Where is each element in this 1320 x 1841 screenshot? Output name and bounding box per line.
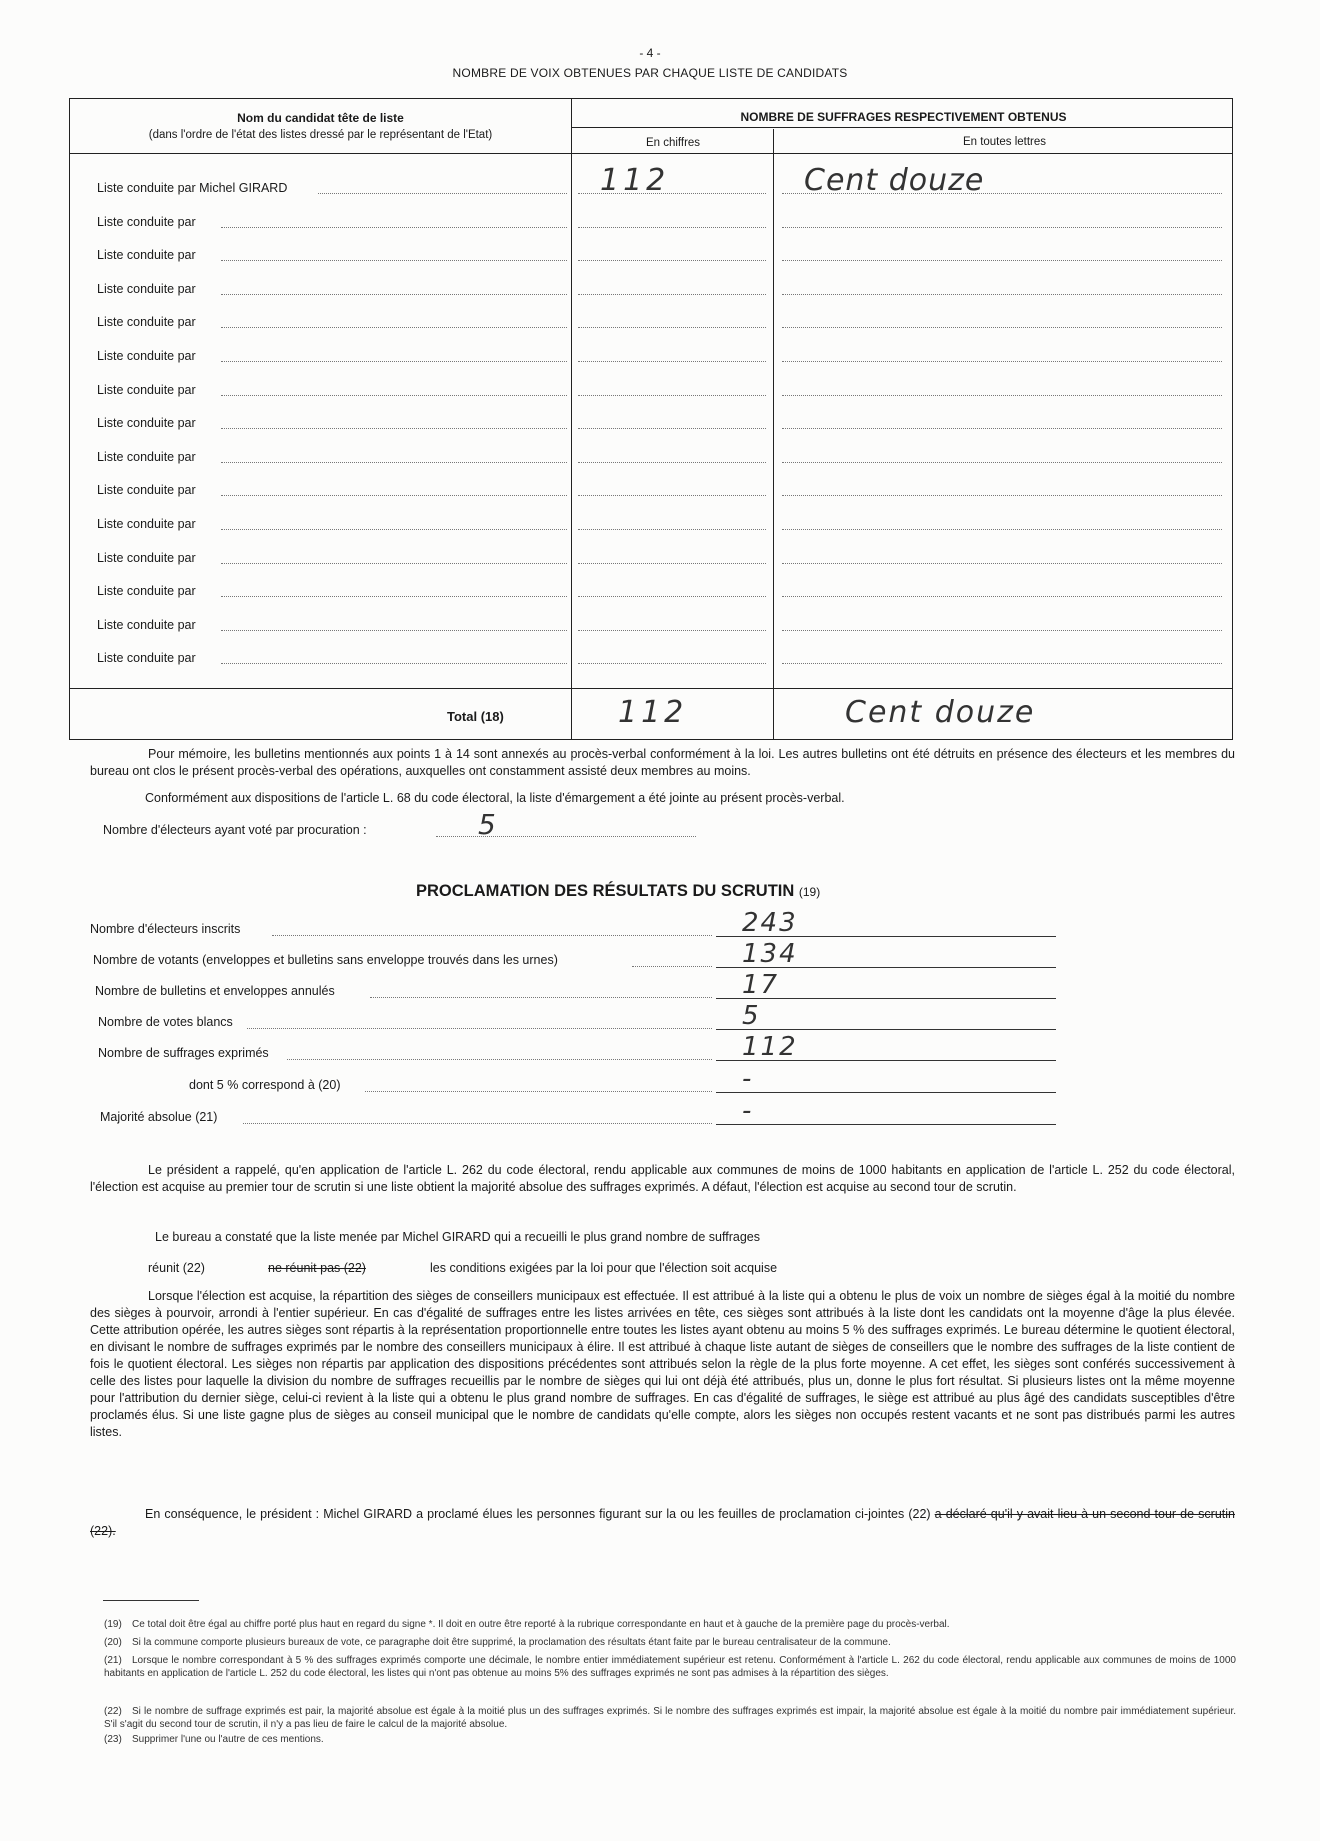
total-label: Total (18) — [447, 709, 504, 724]
row-label: Liste conduite par — [97, 584, 196, 599]
row-letters-dots — [782, 495, 1222, 496]
result-value: 134 — [742, 939, 798, 969]
table-row — [70, 440, 1234, 473]
row-name-dots — [221, 327, 567, 328]
result-line — [716, 1092, 1056, 1093]
result-dots — [287, 1059, 712, 1060]
procuration-label: Nombre d'électeurs ayant voté par procuration : — [103, 823, 367, 837]
row-name-dots — [221, 260, 567, 261]
row-name-dots — [221, 361, 567, 362]
ne-reunit-option: ne réunit pas (22) — [268, 1261, 366, 1275]
column-header-votes: NOMBRE DE SUFFRAGES RESPECTIVEMENT OBTENUS — [740, 110, 1067, 124]
footnote-number: (22) — [104, 1706, 122, 1717]
bureau-paragraph: Le bureau a constaté que la liste menée par Michel GIRARD qui a recueilli le plus grand nombre de suffrages — [155, 1230, 760, 1244]
row-figures-dots — [578, 462, 766, 463]
result-label: Nombre de votants (enveloppes et bulletins sans enveloppe trouvés dans les urnes) — [93, 953, 558, 967]
row-name-dots — [221, 630, 567, 631]
row-letters: Cent douze — [804, 163, 985, 198]
table-row — [70, 205, 1234, 238]
table-row — [70, 163, 1234, 204]
row-letters-dots — [782, 462, 1222, 463]
result-dots — [632, 966, 712, 967]
table-row — [70, 272, 1234, 305]
row-letters-dots — [782, 227, 1222, 228]
result-value: - — [742, 1064, 754, 1094]
footnote-number: (20) — [104, 1637, 122, 1648]
result-dots — [370, 997, 712, 998]
total-row — [70, 689, 1234, 739]
footnote-text: Si le nombre de suffrage exprimés est pair, la majorité absolue est égale à la moitié plus un des suffrages exprimés. Si le nombre des suffrages exprimés est impair, la majorité absolue est égale à la moitié du nombre pair immédiatement supérieur. S'il s'agit du second tour de scrutin, il n'y a pas lieu de faire le calcul de la majorité absolue. — [104, 1706, 1236, 1730]
column-header-name: Nom du candidat tête de liste — [237, 111, 404, 125]
row-letters-dots — [782, 260, 1222, 261]
column-header-name-note: (dans l'ordre de l'état des listes dressé par le représentant de l'Etat) — [148, 129, 493, 141]
result-value: 5 — [742, 1001, 761, 1031]
result-value: 17 — [742, 970, 780, 1000]
footnote — [104, 1733, 1236, 1746]
row-figures-dots — [578, 327, 766, 328]
footnote-text: Lorsque le nombre correspondant à 5 % des suffrages exprimés comporte une décimale, le nombre entier immédiatement supérieur est retenu. Conformément à l'article L. 262 du code électoral, rendu applicable aux communes de moins de 1000 habitants en application de l'article L. 252 du code électoral, les listes qui n'ont pas obtenue au moins 5% des suffrages exprimés ne sont pas admises à la répartition des sièges. — [104, 1655, 1236, 1679]
row-letters-dots — [782, 529, 1222, 530]
row-letters-dots — [782, 663, 1222, 664]
row-letters-dots — [782, 630, 1222, 631]
row-letters-dots — [782, 294, 1222, 295]
president-paragraph: Le président a rappelé, qu'en application de l'article L. 262 du code électoral, rendu applicable aux communes de moins de 1000 habitants en application de l'article L. 252 du code électoral, l'élection est acquise au premier tour de scrutin si une liste obtient la majorité absolue des suffrages exprimés. A défaut, l'élection est acquise au second tour de scrutin. — [90, 1163, 1235, 1194]
row-letters-dots — [782, 361, 1222, 362]
reunit-option: réunit (22) — [148, 1261, 205, 1275]
row-letters-dots — [782, 428, 1222, 429]
row-label: Liste conduite par Michel GIRARD — [97, 181, 288, 195]
footnote-number: (21) — [104, 1655, 122, 1666]
result-value: 243 — [742, 908, 798, 938]
result-value: 112 — [742, 1032, 798, 1062]
row-name-dots — [221, 529, 567, 530]
table-divider — [70, 153, 1232, 154]
row-figures-dots — [578, 395, 766, 396]
row-letters-dots — [782, 395, 1222, 396]
row-figures-dots — [578, 596, 766, 597]
table-row — [70, 608, 1234, 641]
row-figures-dots — [578, 361, 766, 362]
row-name-dots — [221, 294, 567, 295]
table-row — [70, 406, 1234, 439]
row-letters-dots — [782, 563, 1222, 564]
table-row — [70, 574, 1234, 607]
row-label: Liste conduite par — [97, 550, 196, 565]
table-row — [70, 641, 1234, 674]
result-label: Majorité absolue (21) — [100, 1110, 218, 1124]
row-figures-dots — [578, 428, 766, 429]
table-row — [70, 373, 1234, 406]
result-line — [716, 1124, 1056, 1125]
table-row — [70, 507, 1234, 540]
column-header-letters: En toutes lettres — [962, 136, 1047, 148]
row-label: Liste conduite par — [97, 349, 196, 363]
row-label: Liste conduite par — [97, 281, 196, 296]
row-name-dots — [318, 193, 567, 194]
result-label: Nombre de bulletins et enveloppes annulés — [95, 984, 335, 998]
repartition-paragraph: Lorsque l'élection est acquise, la répartition des sièges de conseillers municipaux est effectuée. Il est attribué à la liste qui a obtenu le plus de voix un nombre de sièges égal à la moitié du nombre des sièges à pourvoir, arrondi à l'entier supérieur. En cas d'égalité de suffrages entre les listes arrivées en tête, ces sièges sont attribués à la liste dont les candidats ont la moyenne d'âge la plus élevée. Cette attribution opérée, les autres sièges sont répartis à la représentation proportionnelle entre toutes les listes ayant obtenu au moins 5 % des suffrages exprimés. Le bureau détermine le quotient électoral, en divisant le nombre de suffrages exprimés par le nombre des conseillers municipaux à élire. Il est attribué à chaque liste autant de sièges de conseillers que le nombre des suffrages de la liste contient de fois le quotient électoral. Les sièges non répartis par application des dispositions précédentes sont attribués selon la règle de la plus forte moyenne. A cet effet, les sièges sont conférés successivement à celle des listes pour laquelle la division du nombre de suffrages recueillis par le nombre de sièges qui lui ont déjà été attribués, plus un, donne le plus fort résultat. Si plusieurs listes ont la même moyenne pour l'attribution du dernier siège, celui-ci revient à la liste qui a obtenu le plus grand nombre de suffrages. En cas d'égalité de suffrages, le siège est attribué au plus âgé des candidats susceptibles d'être proclamés élus. Si une liste gagne plus de sièges au conseil municipal que le nombre de candidats qu'elle compte, alors les sièges non occupés restent vacants et ne sont pas distribués parmi les autres listes. — [90, 1289, 1235, 1439]
proclamation-title: PROCLAMATION DES RÉSULTATS DU SCRUTIN (19) — [416, 882, 821, 900]
row-label: Liste conduite par — [97, 382, 196, 397]
footnote-number: (23) — [104, 1734, 122, 1745]
row-figures-dots — [578, 529, 766, 530]
footnote-text: Ce total doit être égal au chiffre porté plus haut en regard du signe *. Il doit en outre être reporté à la rubrique correspondante en haut et à gauche de la première page du procès-verbal. — [132, 1619, 950, 1630]
result-value: - — [742, 1096, 754, 1126]
footnote — [104, 1636, 1236, 1649]
result-line — [716, 1029, 1056, 1030]
total-figures: 112 — [618, 695, 688, 730]
table-row — [70, 305, 1234, 338]
footnote-number: (19) — [104, 1619, 122, 1630]
row-label: Liste conduite par — [97, 449, 196, 464]
result-label: Nombre d'électeurs inscrits — [90, 922, 241, 936]
row-figures-dots — [578, 294, 766, 295]
footnote — [104, 1705, 1236, 1731]
row-name-dots — [221, 663, 567, 664]
row-name-dots — [221, 563, 567, 564]
procuration-value: 5 — [478, 808, 496, 841]
conditions-text: les conditions exigées par la loi pour que l'élection soit acquise — [430, 1261, 778, 1275]
row-name-dots — [221, 596, 567, 597]
footnote — [104, 1618, 1236, 1631]
row-figures-dots — [578, 663, 766, 664]
footnote-separator — [103, 1600, 199, 1601]
row-figures: 112 — [600, 163, 670, 198]
section-heading: NOMBRE DE VOIX OBTENUES PAR CHAQUE LISTE DE CANDIDATS — [452, 66, 848, 80]
page-number: - 4 - — [639, 46, 661, 60]
row-label: Liste conduite par — [97, 248, 196, 263]
row-figures-dots — [578, 260, 766, 261]
result-label: dont 5 % correspond à (20) — [189, 1078, 341, 1092]
row-name-dots — [221, 395, 567, 396]
footnote-text: Si la commune comporte plusieurs bureaux de vote, ce paragraphe doit être supprimé, la proclamation des résultats étant faite par le bureau centralisateur de la commune. — [132, 1637, 891, 1648]
row-label: Liste conduite par — [97, 651, 196, 666]
row-name-dots — [221, 495, 567, 496]
row-label: Liste conduite par — [97, 617, 196, 632]
column-header-figures: En chiffres — [645, 137, 701, 149]
table-divider — [571, 127, 1232, 128]
result-dots — [365, 1091, 712, 1092]
row-label: Liste conduite par — [97, 416, 196, 431]
row-label: Liste conduite par — [97, 483, 196, 498]
row-figures-dots — [578, 495, 766, 496]
footnote-text: Supprimer l'une ou l'autre de ces mentions. — [132, 1734, 324, 1745]
row-letters-dots — [782, 596, 1222, 597]
total-letters: Cent douze — [845, 695, 1036, 730]
result-dots — [272, 935, 712, 936]
row-name-dots — [221, 227, 567, 228]
row-label: Liste conduite par — [97, 517, 196, 531]
row-letters-dots — [782, 327, 1222, 328]
row-name-dots — [221, 462, 567, 463]
table-row — [70, 473, 1234, 506]
votes-table — [69, 98, 1233, 740]
row-figures-dots — [578, 227, 766, 228]
row-figures-dots — [578, 563, 766, 564]
footnote — [104, 1654, 1236, 1680]
consequence-paragraph: En conséquence, le président : Michel GIRARD a proclamé élues les personnes figurant sur la ou les feuilles de proclamation ci-jointes (22) a déclaré qu'il y avait lieu à un second tour de scrutin (22). — [90, 1507, 1235, 1538]
table-row — [70, 339, 1234, 372]
table-row — [70, 541, 1234, 574]
row-figures-dots — [578, 630, 766, 631]
table-row — [70, 238, 1234, 271]
row-name-dots — [221, 428, 567, 429]
memo-paragraph: Pour mémoire, les bulletins mentionnés aux points 1 à 14 sont annexés au procès-verbal conformément à la loi. Les autres bulletins ont été détruits en présence des électeurs et les membres du bureau ont clos le présent procès-verbal des opérations, auxquelles ont constamment assisté deux membres au moins. — [90, 747, 1235, 778]
row-label: Liste conduite par — [97, 315, 196, 330]
result-label: Nombre de votes blancs — [98, 1015, 233, 1029]
result-label: Nombre de suffrages exprimés — [98, 1046, 269, 1060]
conformement-paragraph: Conformément aux dispositions de l'article L. 68 du code électoral, la liste d'émargement a été jointe au présent procès-verbal. — [145, 791, 845, 805]
procuration-dots — [436, 836, 696, 837]
row-label: Liste conduite par — [97, 214, 196, 229]
result-dots — [247, 1028, 712, 1029]
result-dots — [243, 1123, 712, 1124]
